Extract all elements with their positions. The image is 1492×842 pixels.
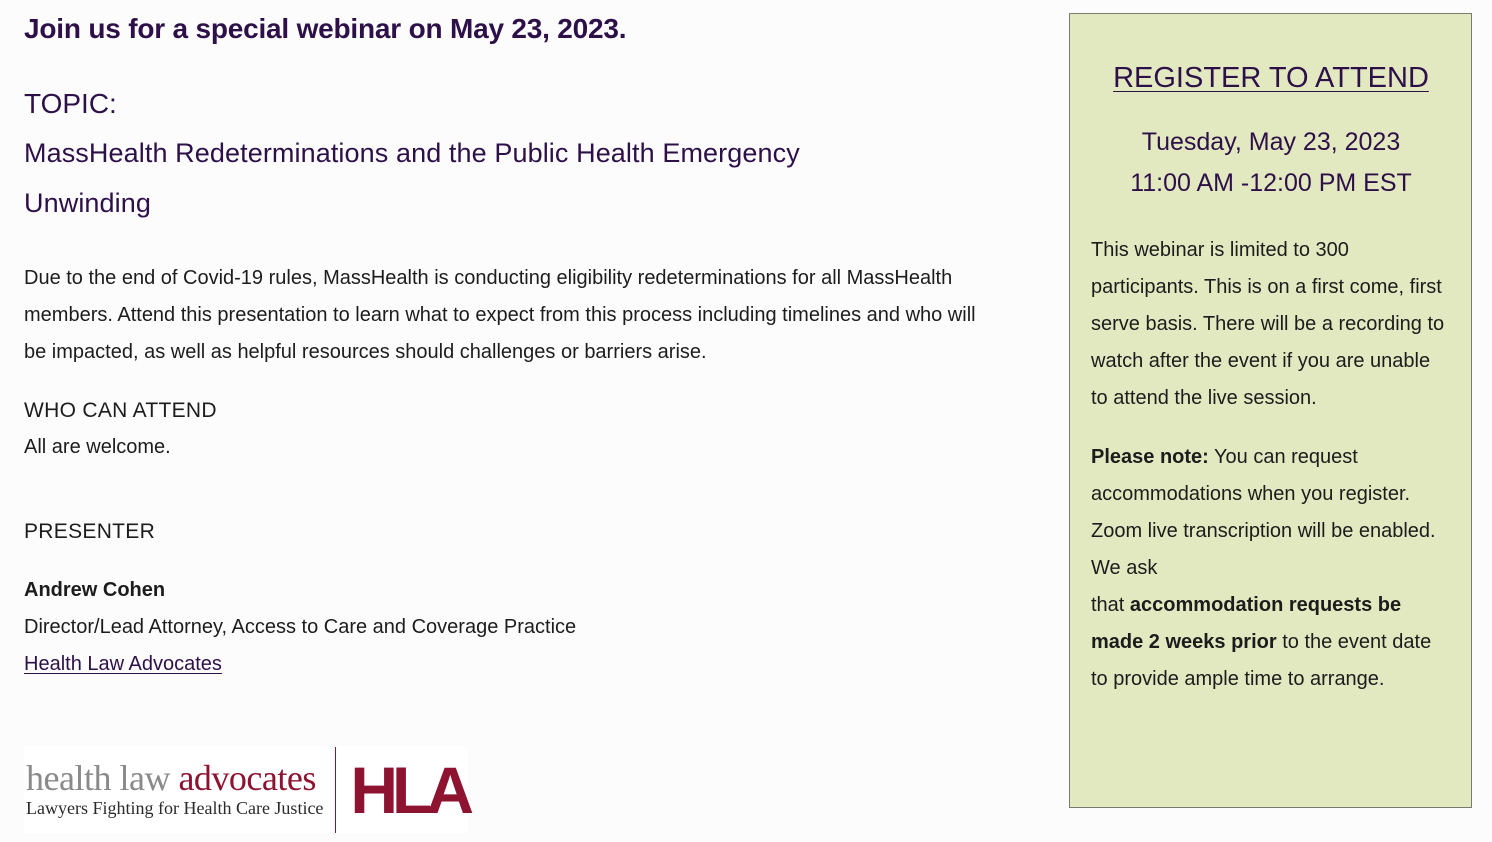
presenter-org-link[interactable]: Health Law Advocates (24, 653, 222, 675)
logo-tagline: Lawyers Fighting for Health Care Justice (26, 798, 324, 818)
accommodation-deadline: accommodation requests be made 2 weeks prior (1091, 594, 1402, 653)
topic-title-line1: MassHealth Redeterminations and the Public Health Emergency (24, 138, 800, 168)
hla-mark-icon: HLA (350, 753, 468, 827)
who-can-attend-section (24, 393, 984, 465)
intro-heading: Join us for a special webinar on May 23, 2023. (24, 13, 627, 44)
event-time: 11:00 AM -12:00 PM EST (1130, 169, 1412, 197)
topic-title-line2: Unwinding (24, 188, 151, 218)
topic-label: TOPIC: (24, 88, 117, 119)
description: Due to the end of Covid-19 rules, MassHealth is conducting eligibility redeterminations for all MassHealth members. Attend this presentation to learn what to expect from this process including timelines and who will be impacted, as well as helpful resources should challenges or barriers arise. (24, 267, 976, 363)
health-law-advocates-logo (24, 747, 468, 833)
presenter-section (24, 514, 984, 683)
main-content (24, 8, 984, 683)
logo-word-red: advocates (178, 758, 316, 798)
presenter-name: Andrew Cohen (24, 579, 166, 601)
logo-divider (335, 747, 336, 833)
register-to-attend-link[interactable]: REGISTER TO ATTEND (1113, 62, 1429, 94)
logo-word-gray: health law (26, 758, 179, 798)
presenter-heading: PRESENTER (24, 520, 156, 543)
event-date: Tuesday, May 23, 2023 (1141, 128, 1401, 156)
logo-wordmark (24, 760, 323, 820)
registration-sidebar (1069, 13, 1472, 808)
who-can-attend-heading: WHO CAN ATTEND (24, 399, 217, 422)
who-can-attend-text: All are welcome. (24, 436, 171, 458)
note-label: Please note: (1091, 446, 1209, 468)
topic-title (24, 128, 984, 228)
capacity-note: This webinar is limited to 300 participants. This is on a first come, first serve basis. There will be a recording to watch after the event if you are unable to attend the live session. (1091, 239, 1445, 409)
accommodation-note: Please note: You can request accommodations when you register. Zoom live transcription will be enabled. We ask that accommodation requests be made 2 weeks prior to the event date to provide ample time to arrange. (1091, 446, 1436, 690)
presenter-role: Director/Lead Attorney, Access to Care and Coverage Practice (24, 616, 577, 638)
